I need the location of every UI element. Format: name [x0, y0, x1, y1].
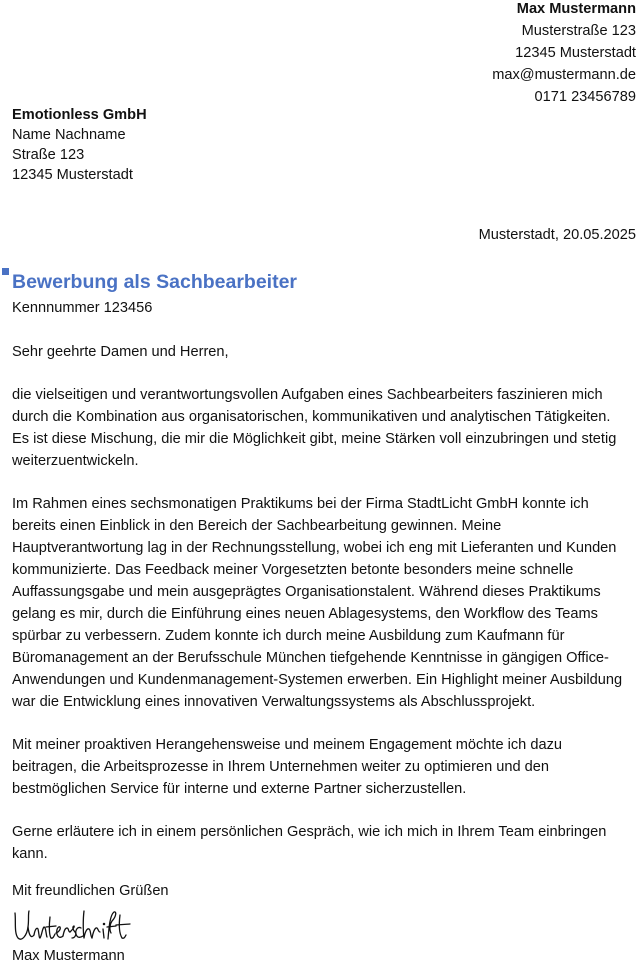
- recipient-company: Emotionless GmbH: [12, 107, 147, 123]
- body-paragraph: Im Rahmen eines sechsmonatigen Praktikums bei der Firma StadtLicht GmbH konnte ich bereits einen Einblick in den Bereich der Sachbearbeitung gewinnen. Meine Hauptverantwortung lag in der Rechnungsstellung, wobei ich eng mit Lieferanten und Kunden kommunizierte. Das Feedback meiner Vorgesetzten betonte besonders meine schnelle Auffassungsgabe und mein ausgeprägtes Organisationstalent. Während dieses Praktikums gelang es mir, durch die Einführung eines neuen Ablagesystems, den Workflow des Teams spürbar zu verbessern. Zudem konnte ich durch meine Ausbildung zum Kaufmann für Büromanagement an der Berufsschule München tiefgehende Kenntnisse in gängigen Office-Anwendungen und Kundenmanagement-Systemen erwerben. Ein Highlight meiner Ausbildung war die Entwicklung eines innovativen Verwaltungssystems als Abschlussprojekt.: [12, 496, 623, 710]
- handwritten-signature: [12, 905, 142, 947]
- reference-number: Kennnummer 123456: [12, 300, 153, 316]
- letter-body: [12, 384, 630, 886]
- recipient-city: 12345 Musterstadt: [12, 167, 133, 183]
- letter-date: Musterstadt, 20.05.2025: [478, 227, 636, 243]
- recipient-contact: Name Nachname: [12, 127, 126, 143]
- sender-name: Max Mustermann: [516, 1, 636, 17]
- recipient-street: Straße 123: [12, 147, 85, 163]
- sender-block: [276, 0, 636, 108]
- salutation: Sehr geehrte Damen und Herren,: [12, 344, 229, 360]
- heading-marker: [2, 268, 9, 275]
- signer-name: Max Mustermann: [12, 948, 125, 964]
- sender-phone: 0171 23456789: [534, 89, 636, 105]
- body-paragraph: die vielseitigen und verantwortungsvollen Aufgaben eines Sachbearbeiters faszinieren mich durch die Kombination aus organisatorischen, kommunikativen und analytischen Tätigkeiten. Es ist diese Mischung, die mir die Möglichkeit gibt, meine Stärken voll einzubringen und stetig weiterzuentwickeln.: [12, 387, 617, 469]
- body-paragraph: Mit meiner proaktiven Herangehensweise und meinem Engagement möchte ich dazu beitragen, die Arbeitsprozesse in Ihrem Unternehmen weiter zu optimieren und den bestmöglichen Service für interne und externe Partner sicherzustellen.: [12, 737, 562, 797]
- recipient-block: [12, 105, 372, 185]
- sender-email: max@mustermann.de: [492, 67, 636, 83]
- sender-city: 12345 Musterstadt: [515, 45, 636, 61]
- body-paragraph: Gerne erläutere ich in einem persönlichen Gespräch, wie ich mich in Ihrem Team einbringen kann.: [12, 824, 607, 862]
- letter-subject: Bewerbung als Sachbearbeiter: [12, 271, 298, 293]
- sender-street: Musterstraße 123: [521, 23, 636, 39]
- closing-phrase: Mit freundlichen Grüßen: [12, 883, 169, 899]
